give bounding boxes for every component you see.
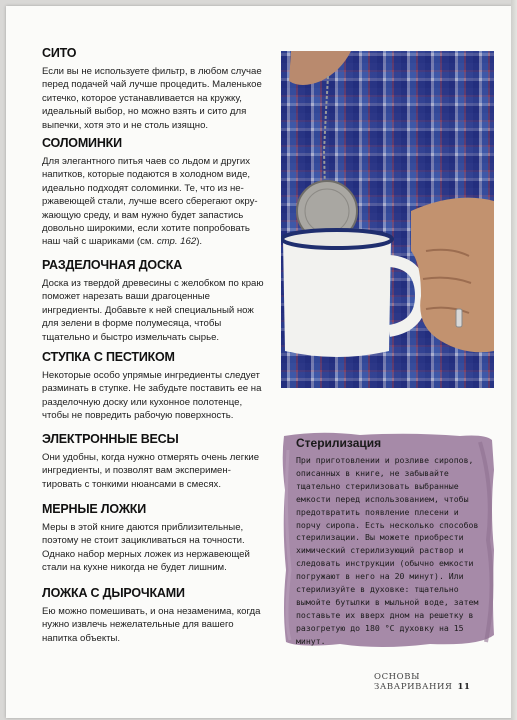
mug-body: [283, 239, 391, 357]
section-title: СИТО: [42, 46, 77, 60]
mug-handle: [389, 261, 421, 331]
page-edge: [511, 0, 517, 720]
section-title: ЛОЖКА С ДЫРОЧКАМИ: [42, 586, 185, 600]
section-straws: [42, 136, 267, 249]
section-text: Меры в этой книге даются приблизительные, поэтому не стоит зацикливаться на точности. Однако набор мерных ложек из нержавеющей стали на кухне никогда не будет лишним.: [42, 522, 250, 574]
section-text: Некоторые особо упрямые ингредиенты следует разминать в ступке. Не забудьте поставить ее на разделочную доску или кухонное полотенце, чтобы не повредить рабочую поверхность.: [42, 370, 262, 422]
section-text: [42, 155, 267, 249]
ring: [456, 309, 462, 327]
photo-illustration: [281, 51, 494, 388]
page-number: 11: [457, 682, 471, 692]
sidebar-text: При приготовлении и розливе сиропов, описанных в книге, не забывайте тщательно стерилизовать выбранные емкости перед использованием, чтобы предотвратить появление плесени и порчу сиропа. Есть несколько способов стерилизации. Вы можете приобрести химический стерилизующий раствор и следовать инструкции (обычно емкости погружают в него на 20 минут). Или стерилизуйте в духовке: тщательно вымойте бутылки в мыльной воде, затем поставьте их вверх дном на решетку в разогретую до 180 °С духовку на 15 минут.: [296, 455, 479, 646]
section-sieve: [42, 46, 267, 132]
book-page: [6, 6, 512, 718]
page-footer: [374, 672, 512, 692]
section-text: Если вы не используете фильтр, в любом случае перед подачей чай лучше процедить. Маленькое ситечко, которое устанавливается на кружку, идеальный выбор, но можно взять и сито для выпечки, хотя это и не столь изящно.: [42, 66, 262, 131]
section-slotted-spoon: [42, 586, 267, 645]
mug-rim: [282, 230, 392, 248]
tea-infuser-mug-photo: [281, 51, 494, 388]
section-title: СТУПКА С ПЕСТИКОМ: [42, 350, 175, 364]
sidebar-title: Стерилизация: [296, 436, 382, 450]
section-measuring-spoons: [42, 502, 267, 575]
sterilization-sidebar: [280, 430, 496, 653]
section-title: МЕРНЫЕ ЛОЖКИ: [42, 502, 147, 516]
section-text-part: ).: [196, 236, 203, 248]
section-text: Ею можно помешивать, и она незаменима, когда нужно извлечь нежелательные для вашего напитка объекты.: [42, 606, 261, 644]
section-scales: [42, 432, 267, 491]
top-hand: [289, 51, 351, 85]
section-text: Они удобны, когда нужно отмерять очень легкие ингредиенты, и позволят вам экспериментировать с тонкими нюансами в смесях.: [42, 452, 260, 490]
section-title: СОЛОМИНКИ: [42, 136, 122, 150]
section-text-part: Для элегантного питья чаев со льдом и других напитков, которые подаются в холодном виде, идеально подходят соломинки. Те, что из нержавеющей стали, лучше всего сберегают окружающую среду, и вам нужно будет запастись довольно широкими, если хотите попробовать наш чай с шариками (см.: [42, 156, 258, 248]
holding-hand: [411, 198, 494, 353]
section-cutting-board: [42, 258, 267, 344]
section-text: Доска из твердой древесины с желобком по краю поможет нарезать ваши драгоценные ингредиенты. Добавьте к ней специальный нож для зелени в форме полумесяца, чтобы тщательно и быстро измельчать сырье.: [42, 278, 264, 343]
section-title: ЭЛЕКТРОННЫЕ ВЕСЫ: [42, 432, 179, 446]
page-reference: стр. 162: [156, 236, 197, 248]
section-mortar: [42, 350, 267, 423]
infuser-chain: [324, 76, 328, 191]
section-title: РАЗДЕЛОЧНАЯ ДОСКА: [42, 258, 183, 272]
footer-label: ОСНОВЫ ЗАВАРИВАНИЯ: [374, 672, 453, 692]
